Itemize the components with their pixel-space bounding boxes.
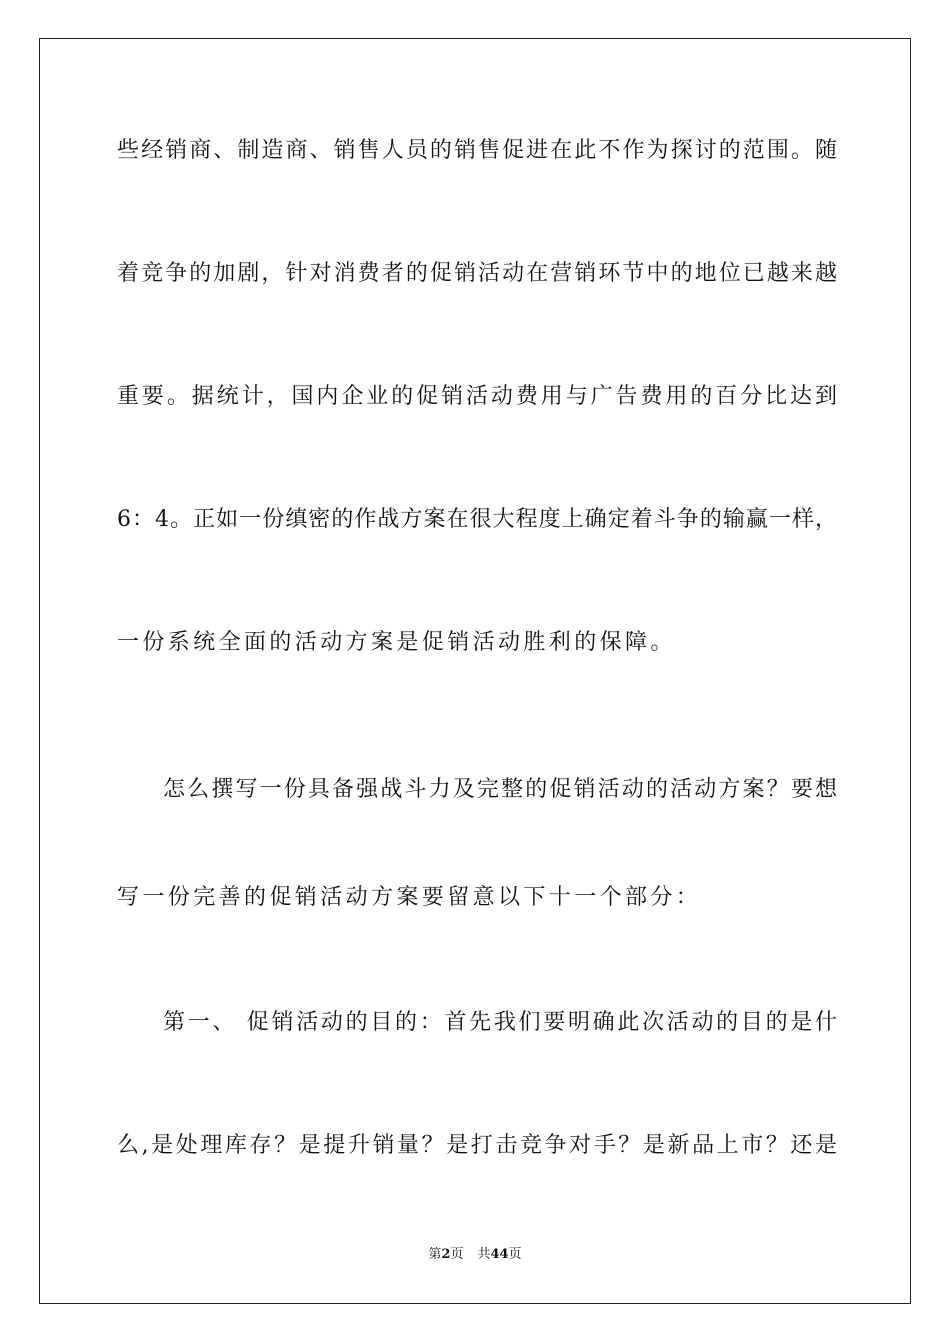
page-border	[39, 38, 911, 1304]
paragraph-line-1: 些经销商、制造商、销售人员的销售促进在此不作为探讨的范围。随	[117, 138, 837, 163]
footer-total-prefix: 共	[477, 1247, 491, 1262]
footer-total-suffix: 页	[508, 1247, 522, 1262]
page-footer	[0, 1246, 950, 1264]
paragraph-line-5: 一份系统全面的活动方案是促销活动胜利的保障。	[117, 630, 676, 655]
paragraph-line-2: 着竞争的加剧，针对消费者的促销活动在营销环节中的地位已越来越	[117, 261, 837, 286]
footer-total-number: 44	[490, 1247, 509, 1262]
paragraph-line-6: 怎么撰写一份具备强战斗力及完整的促销活动的活动方案？要想	[163, 777, 837, 802]
footer-page-prefix: 第	[428, 1247, 442, 1262]
paragraph-line-4: 6：4。正如一份缜密的作战方案在很大程度上确定着斗争的输赢一样，	[117, 507, 837, 532]
paragraph-line-7: 写一份完善的促销活动方案要留意以下十一个部分：	[117, 885, 702, 910]
footer-page-number: 2	[441, 1247, 451, 1262]
footer-page-suffix: 页	[450, 1247, 464, 1262]
paragraph-line-8: 第一、 促销活动的目的：首先我们要明确此次活动的目的是什	[163, 1010, 837, 1035]
paragraph-line-9: 么,是处理库存？是提升销量？是打击竞争对手？是新品上市？还是	[117, 1133, 837, 1158]
paragraph-line-3: 重要。据统计，国内企业的促销活动费用与广告费用的百分比达到	[117, 384, 837, 409]
